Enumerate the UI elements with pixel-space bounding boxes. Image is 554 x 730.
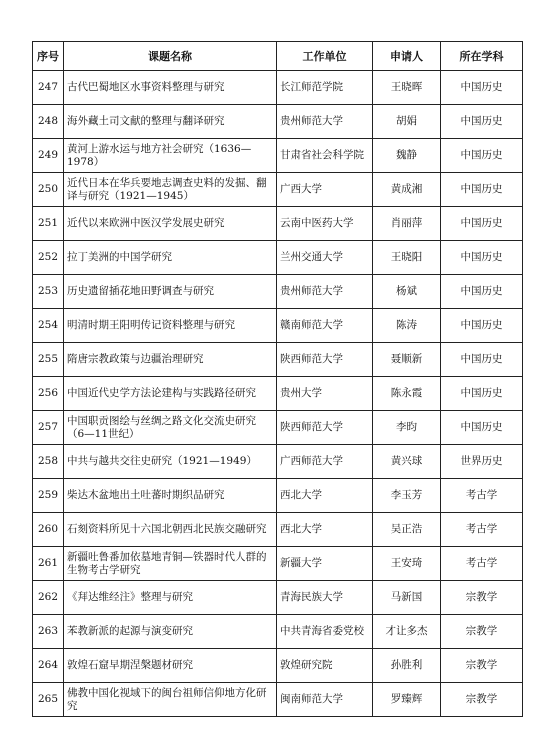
cell-number: 251	[33, 207, 64, 241]
table-row	[33, 309, 523, 343]
cell-applicant: 马新国	[373, 581, 441, 615]
project-table	[32, 41, 523, 717]
cell-number: 262	[33, 581, 64, 615]
cell-title: 拉丁美洲的中国学研究	[64, 241, 277, 275]
cell-number: 253	[33, 275, 64, 309]
cell-unit: 贵州师范大学	[277, 275, 373, 309]
cell-applicant: 魏静	[373, 139, 441, 173]
table-row	[33, 207, 523, 241]
table-row	[33, 241, 523, 275]
header-number: 序号	[33, 42, 64, 71]
cell-subject: 宗教学	[441, 649, 523, 683]
cell-unit: 闽南师范大学	[277, 683, 373, 717]
cell-number: 254	[33, 309, 64, 343]
cell-applicant: 黄成湘	[373, 173, 441, 207]
cell-number: 259	[33, 479, 64, 513]
table-row	[33, 275, 523, 309]
cell-subject: 考古学	[441, 547, 523, 581]
cell-number: 258	[33, 445, 64, 479]
cell-number: 247	[33, 71, 64, 105]
cell-applicant: 黄兴球	[373, 445, 441, 479]
table-row	[33, 377, 523, 411]
cell-title: 中国职贡图绘与丝绸之路文化交流史研究（6—11世纪）	[64, 411, 277, 445]
table-row	[33, 547, 523, 581]
cell-title: 中共与越共交往史研究（1921—1949）	[64, 445, 277, 479]
cell-subject: 中国历史	[441, 105, 523, 139]
cell-unit: 青海民族大学	[277, 581, 373, 615]
cell-subject: 中国历史	[441, 275, 523, 309]
cell-title: 黄河上游水运与地方社会研究（1636—1978）	[64, 139, 277, 173]
cell-number: 257	[33, 411, 64, 445]
cell-subject: 世界历史	[441, 445, 523, 479]
cell-title: 新疆吐鲁番加依墓地青铜—铁器时代人群的生物考古学研究	[64, 547, 277, 581]
cell-title: 敦煌石窟早期涅槃题材研究	[64, 649, 277, 683]
cell-title: 古代巴蜀地区水事资料整理与研究	[64, 71, 277, 105]
cell-number: 249	[33, 139, 64, 173]
cell-number: 252	[33, 241, 64, 275]
cell-unit: 兰州交通大学	[277, 241, 373, 275]
cell-applicant: 王安琦	[373, 547, 441, 581]
cell-applicant: 王晓晖	[373, 71, 441, 105]
cell-unit: 赣南师范大学	[277, 309, 373, 343]
cell-title: 近代以来欧洲中医汉学发展史研究	[64, 207, 277, 241]
cell-unit: 中共青海省委党校	[277, 615, 373, 649]
cell-subject: 宗教学	[441, 615, 523, 649]
cell-title: 明清时期王阳明传记资料整理与研究	[64, 309, 277, 343]
cell-number: 260	[33, 513, 64, 547]
cell-unit: 西北大学	[277, 479, 373, 513]
cell-title: 中国近代史学方法论建构与实践路径研究	[64, 377, 277, 411]
cell-number: 250	[33, 173, 64, 207]
cell-number: 263	[33, 615, 64, 649]
cell-applicant: 聂顺新	[373, 343, 441, 377]
header-unit: 工作单位	[277, 42, 373, 71]
cell-applicant: 王晓阳	[373, 241, 441, 275]
table-row	[33, 445, 523, 479]
cell-applicant: 杨斌	[373, 275, 441, 309]
table-row	[33, 139, 523, 173]
table-row	[33, 411, 523, 445]
table-row	[33, 649, 523, 683]
cell-subject: 中国历史	[441, 241, 523, 275]
cell-unit: 广西师范大学	[277, 445, 373, 479]
cell-applicant: 才让多杰	[373, 615, 441, 649]
cell-title: 隋唐宗教政策与边疆治理研究	[64, 343, 277, 377]
cell-title: 近代日本在华兵要地志调查史料的发掘、翻译与研究（1921—1945）	[64, 173, 277, 207]
cell-title: 石刻资料所见十六国北朝西北民族交融研究	[64, 513, 277, 547]
header-row	[33, 42, 523, 71]
table-row	[33, 105, 523, 139]
cell-number: 256	[33, 377, 64, 411]
cell-unit: 新疆大学	[277, 547, 373, 581]
table-row	[33, 581, 523, 615]
header-subject: 所在学科	[441, 42, 523, 71]
table-row	[33, 615, 523, 649]
table-row	[33, 479, 523, 513]
cell-subject: 中国历史	[441, 309, 523, 343]
table-row	[33, 173, 523, 207]
cell-number: 261	[33, 547, 64, 581]
cell-subject: 中国历史	[441, 411, 523, 445]
cell-title: 佛教中国化视域下的闽台祖师信仰地方化研究	[64, 683, 277, 717]
cell-applicant: 陈永霞	[373, 377, 441, 411]
cell-unit: 西北大学	[277, 513, 373, 547]
cell-applicant: 吴正浩	[373, 513, 441, 547]
table-row	[33, 683, 523, 717]
cell-unit: 陕西师范大学	[277, 411, 373, 445]
cell-subject: 中国历史	[441, 139, 523, 173]
cell-title: 历史遗留插花地田野调查与研究	[64, 275, 277, 309]
cell-title: 苯教新派的起源与演变研究	[64, 615, 277, 649]
cell-applicant: 陈涛	[373, 309, 441, 343]
cell-subject: 中国历史	[441, 207, 523, 241]
cell-applicant: 肖丽萍	[373, 207, 441, 241]
cell-subject: 中国历史	[441, 377, 523, 411]
cell-title: 柴达木盆地出土吐蕃时期织品研究	[64, 479, 277, 513]
cell-applicant: 李昀	[373, 411, 441, 445]
table-row	[33, 71, 523, 105]
cell-applicant: 李玉芳	[373, 479, 441, 513]
cell-subject: 考古学	[441, 479, 523, 513]
cell-number: 255	[33, 343, 64, 377]
cell-applicant: 胡娟	[373, 105, 441, 139]
cell-subject: 中国历史	[441, 71, 523, 105]
cell-number: 264	[33, 649, 64, 683]
cell-unit: 广西大学	[277, 173, 373, 207]
cell-subject: 中国历史	[441, 173, 523, 207]
table-row	[33, 343, 523, 377]
cell-unit: 甘肃省社会科学院	[277, 139, 373, 173]
header-applicant: 申请人	[373, 42, 441, 71]
cell-subject: 宗教学	[441, 683, 523, 717]
cell-applicant: 孙胜利	[373, 649, 441, 683]
cell-unit: 陕西师范大学	[277, 343, 373, 377]
cell-title: 海外藏土司文献的整理与翻译研究	[64, 105, 277, 139]
cell-unit: 长江师范学院	[277, 71, 373, 105]
cell-unit: 云南中医药大学	[277, 207, 373, 241]
table-row	[33, 513, 523, 547]
header-title: 课题名称	[64, 42, 277, 71]
cell-applicant: 罗臻辉	[373, 683, 441, 717]
cell-subject: 宗教学	[441, 581, 523, 615]
cell-unit: 敦煌研究院	[277, 649, 373, 683]
cell-number: 265	[33, 683, 64, 717]
cell-number: 248	[33, 105, 64, 139]
cell-subject: 中国历史	[441, 343, 523, 377]
cell-subject: 考古学	[441, 513, 523, 547]
cell-title: 《拜达维经注》整理与研究	[64, 581, 277, 615]
cell-unit: 贵州大学	[277, 377, 373, 411]
cell-unit: 贵州师范大学	[277, 105, 373, 139]
